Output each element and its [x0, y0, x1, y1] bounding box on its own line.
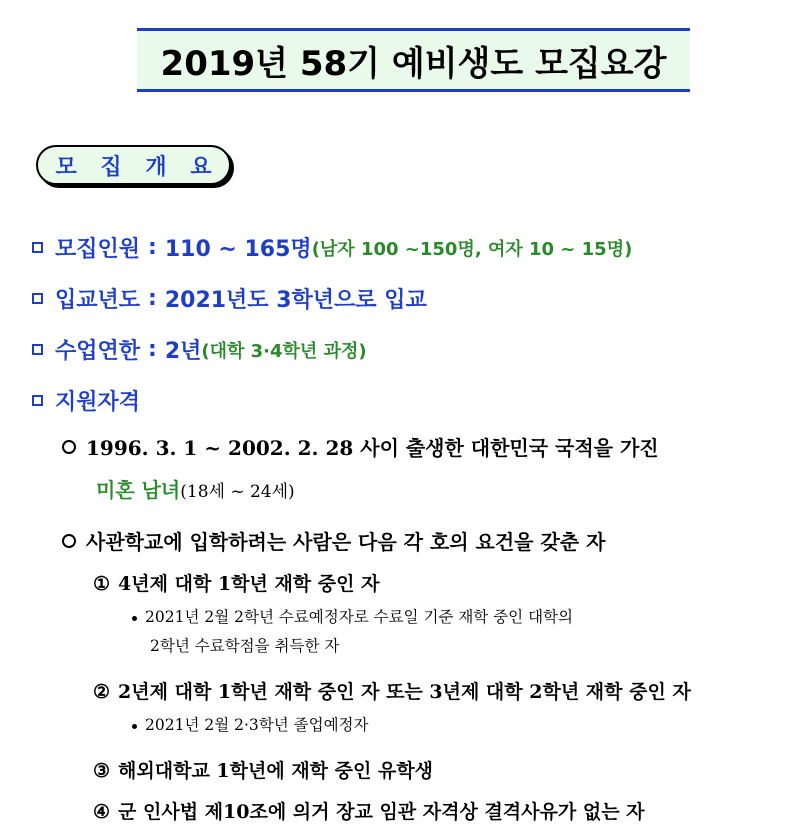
title-banner [137, 28, 690, 92]
page-title: 2019년 58기 예비생도 모집요강 [160, 43, 667, 84]
requirement-item [93, 569, 379, 596]
item-entry-year [32, 283, 427, 314]
requirement-number: ④ [93, 801, 111, 823]
item-eligibility [32, 385, 140, 416]
requirement-item [93, 677, 691, 704]
square-bullet-icon [32, 395, 43, 406]
eligibility-birth [62, 432, 659, 461]
section-label: 모 집 개 요 [55, 154, 220, 180]
circle-bullet-icon [62, 440, 76, 454]
requirement-bullet-text: 2021년 2월 2·3학년 졸업예정자 [145, 716, 369, 734]
requirement-bullet [132, 605, 573, 627]
requirement-number: ① [93, 573, 111, 595]
item-note: (남자 100 ~150명, 여자 10 ~ 15명) [311, 238, 633, 260]
requirement-text: 4년제 대학 1학년 재학 중인 자 [118, 573, 380, 595]
item-recruit-count [32, 232, 632, 263]
eligibility-requirements [62, 526, 605, 555]
item-value: 110 ~ 165명 [164, 237, 312, 262]
requirement-text: 2년제 대학 1학년 재학 중인 자 또는 3년제 대학 2학년 재학 중인 자 [118, 681, 691, 703]
requirement-item [93, 756, 433, 783]
item-study-period [32, 334, 367, 365]
item-value: 2년 [164, 339, 202, 364]
requirement-bullet-text: 2021년 2월 2학년 수료예정자로 수료일 기준 재학 중인 대학의 [145, 608, 573, 626]
section-pill [36, 145, 231, 185]
requirement-number: ③ [93, 760, 111, 782]
item-colon: : [148, 337, 157, 362]
eligibility-birth-text: 1996. 3. 1 ~ 2002. 2. 28 사이 출생한 대한민국 국적을 가진 [86, 436, 659, 460]
square-bullet-icon [32, 344, 43, 355]
item-colon: : [148, 235, 157, 260]
dot-bullet-icon [132, 724, 137, 729]
eligibility-requirements-text: 사관학교에 입학하려는 사람은 다음 각 호의 요건을 갖춘 자 [86, 530, 606, 554]
eligibility-age: (18세 ~ 24세) [180, 482, 295, 502]
requirement-item [93, 797, 645, 824]
requirement-bullet-continued [150, 634, 339, 656]
requirement-text: 군 인사법 제10조에 의거 장교 임관 자격상 결격사유가 없는 자 [118, 801, 645, 823]
item-label: 입교년도 [55, 288, 141, 313]
item-label: 수업연한 [55, 339, 141, 364]
requirement-bullet [132, 713, 369, 735]
requirement-bullet-text: 2학년 수료학점을 취득한 자 [150, 637, 340, 655]
requirement-text: 해외대학교 1학년에 재학 중인 유학생 [118, 760, 434, 782]
item-label: 모집인원 [55, 237, 141, 262]
item-note: (대학 3·4학년 과정) [201, 340, 367, 362]
eligibility-birth-line2 [96, 474, 295, 503]
item-colon: : [148, 286, 157, 311]
eligibility-unmarried: 미혼 남녀 [96, 478, 181, 502]
item-label: 지원자격 [55, 390, 141, 415]
dot-bullet-icon [132, 616, 137, 621]
square-bullet-icon [32, 293, 43, 304]
circle-bullet-icon [62, 534, 76, 548]
requirement-number: ② [93, 681, 111, 703]
item-value: 2021년도 3학년으로 입교 [164, 288, 427, 313]
square-bullet-icon [32, 242, 43, 253]
